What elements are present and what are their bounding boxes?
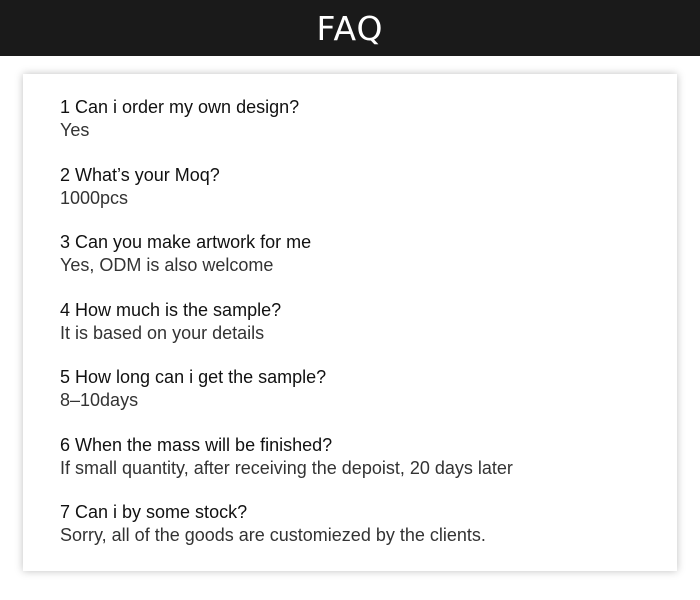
faq-answer: Yes xyxy=(60,120,90,140)
faq-item xyxy=(60,366,660,434)
faq-answer: Yes, ODM is also welcome xyxy=(60,255,274,275)
faq-item xyxy=(60,501,660,569)
faq-item xyxy=(60,231,660,299)
faq-question: 2 What’s your Moq? xyxy=(60,164,220,185)
faq-item xyxy=(60,164,660,232)
faq-answer: If small quantity, after receiving the depoist, 20 days later xyxy=(60,457,513,478)
faq-item xyxy=(60,434,660,502)
page-title: FAQ xyxy=(316,8,384,48)
faq-answer: Sorry, all of the goods are customiezed by the clients. xyxy=(60,525,486,545)
faq-answer: It is based on your details xyxy=(60,322,265,343)
faq-answer: 1000pcs xyxy=(60,187,129,208)
faq-list xyxy=(60,96,660,569)
faq-question: 4 How much is the sample? xyxy=(60,299,282,320)
faq-question: 7 Can i by some stock? xyxy=(60,502,248,522)
faq-answer: 8–10days xyxy=(60,390,139,410)
faq-question: 3 Can you make artwork for me xyxy=(60,232,312,252)
faq-item xyxy=(60,299,660,367)
faq-question: 6 When the mass will be finished? xyxy=(60,434,333,455)
faq-card xyxy=(23,74,677,571)
faq-header xyxy=(0,0,700,56)
faq-question: 5 How long can i get the sample? xyxy=(60,367,327,387)
faq-item xyxy=(60,96,660,164)
faq-question: 1 Can i order my own design? xyxy=(60,97,300,117)
